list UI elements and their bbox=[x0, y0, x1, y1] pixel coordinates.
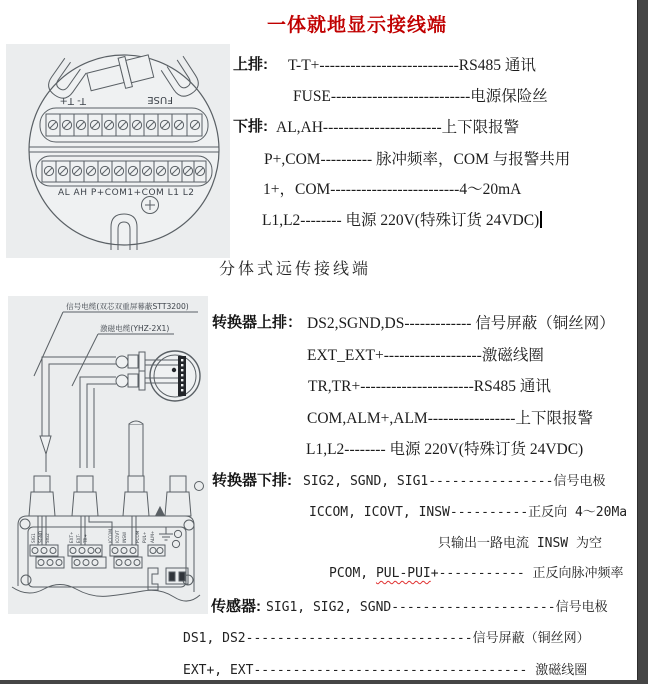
label-converter-bottom: 转换器下排: bbox=[212, 472, 292, 489]
split-row-electrode: SIG2, SGND, SIG1----------------信号电极 bbox=[303, 474, 606, 489]
svg-text:PCOM: PCOM bbox=[135, 530, 140, 543]
integrated-terminal-diagram bbox=[6, 44, 230, 258]
split-row-coil: EXT_EXT+-------------------激磁线圈 bbox=[307, 347, 544, 364]
integrated-terminal-drawing bbox=[6, 44, 230, 258]
sensor-row-shield: DS1, DS2-----------------------------信号屏蔽（铜丝网） bbox=[183, 631, 590, 646]
text-cursor bbox=[540, 211, 542, 228]
signal-cable-label: 信号电缆(双芯双重屏幕蔽STT3200) bbox=[66, 302, 189, 311]
label-sensor: 传感器: bbox=[211, 598, 261, 615]
split-row-rs485: TR,TR+----------------------RS485 通讯 bbox=[308, 378, 551, 395]
strip-label-bottom: AL AH P+COM1+COM L1 L2 bbox=[58, 188, 195, 198]
label-top-row: 上排: bbox=[233, 56, 268, 73]
svg-text:SIG1: SIG1 bbox=[31, 533, 36, 543]
split-terminal-diagram bbox=[8, 296, 208, 614]
strip-label-fuse: FUSE bbox=[147, 94, 173, 105]
split-row-shield: DS2,SGND,DS------------- 信号屏蔽（铜丝网） bbox=[307, 315, 615, 332]
split-row-alarm: COM,ALM+,ALM-----------------上下限报警 bbox=[307, 410, 593, 427]
split-row-current: ICCOM, ICOVT, INSW----------正反向 4～20Ma bbox=[309, 505, 628, 520]
svg-text:INSW: INSW bbox=[122, 531, 127, 543]
excitation-cable-label: 激磁电缆(YHZ-2X1) bbox=[100, 324, 170, 333]
svg-text:SIG2: SIG2 bbox=[45, 533, 50, 543]
screen-edge-bottom bbox=[0, 680, 648, 684]
svg-text:SGND: SGND bbox=[38, 530, 43, 543]
svg-text:PUL+: PUL+ bbox=[142, 531, 147, 543]
svg-text:TR+: TR+ bbox=[83, 534, 88, 543]
split-terminal-drawing bbox=[8, 296, 208, 614]
svg-text:ALM+: ALM+ bbox=[150, 530, 155, 543]
spellcheck-underlined-text: PUL-PUI bbox=[375, 566, 431, 581]
integrated-row-tt: T-T+---------------------------RS485 通讯 bbox=[288, 57, 536, 74]
split-row-power: L1,L2-------- 电源 220V(特殊订货 24VDC) bbox=[306, 441, 584, 458]
sensor-row-coil: EXT+, EXT----------------------------------- 激磁线圈 bbox=[183, 663, 588, 678]
label-converter-top: 转换器上排： bbox=[212, 314, 303, 331]
label-bottom-row: 下排: bbox=[233, 118, 268, 135]
integrated-row-power bbox=[262, 208, 542, 230]
integrated-row-current: 1+，COM-------------------------4～20mA bbox=[263, 181, 522, 198]
split-section-title: 分体式远传接线端 bbox=[219, 261, 372, 278]
page-title: 一体就地显示接线端 bbox=[267, 15, 448, 36]
integrated-row-fuse: FUSE---------------------------电源保险丝 bbox=[293, 88, 548, 105]
svg-text:ICCOM: ICCOM bbox=[108, 529, 113, 543]
svg-text:EXT+: EXT+ bbox=[69, 531, 74, 543]
split-row-pulse bbox=[329, 562, 624, 581]
svg-text:ICOVT: ICOVT bbox=[115, 530, 120, 543]
svg-text:EXT-: EXT- bbox=[76, 533, 81, 543]
screen-edge-right bbox=[637, 0, 648, 684]
pulse-row-post: +----------- 正反向脉冲频率 bbox=[430, 566, 624, 581]
sensor-row-electrode: SIG1, SIG2, SGND---------------------信号电极 bbox=[266, 600, 608, 615]
integrated-row-pulse: P+,COM---------- 脉冲频率，COM 与报警共用 bbox=[264, 151, 571, 168]
split-row-current-note: 只输出一路电流 INSW 为空 bbox=[438, 536, 602, 551]
integrated-row-power-text: L1,L2-------- 电源 220V(特殊订货 24VDC) bbox=[262, 212, 540, 229]
strip-label-tt: T- T+ bbox=[59, 95, 86, 106]
diagram-panel-bg bbox=[8, 296, 208, 614]
integrated-row-alarm: AL,AH-----------------------上下限报警 bbox=[276, 119, 520, 136]
pulse-row-pre: PCOM, bbox=[329, 566, 376, 581]
